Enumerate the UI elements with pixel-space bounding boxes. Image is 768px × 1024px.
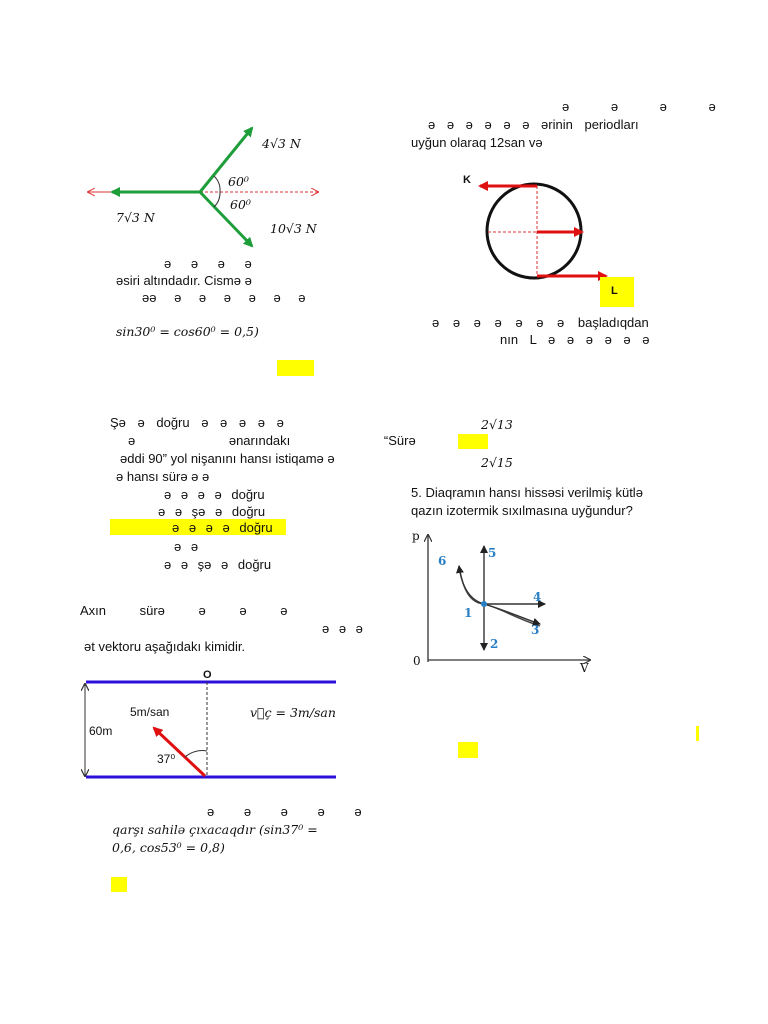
q3-option-1: ə ə ə ə doğru [164, 487, 265, 502]
label-k: K [463, 174, 471, 186]
river-width-label: 60m [89, 724, 113, 738]
q3-option-5: ə ə şə ə doğru [164, 557, 272, 572]
axis-v-label: V [580, 661, 589, 675]
q4-answer-highlight [458, 434, 488, 449]
q3-option-3: ə ə ə ə doğru [172, 520, 273, 535]
force-left-label: 7√3 N [116, 210, 155, 225]
state-label-1: 1 [464, 606, 473, 620]
q2-text-line1: ə ə ə ə [562, 99, 716, 114]
process-label-2: 2 [490, 637, 499, 651]
process-label-4: 4 [533, 590, 542, 604]
origin-label: 0 [413, 654, 421, 668]
q3-option-2: ə ə şə ə doğru [158, 504, 266, 519]
q6-text-line6: 0,6, cos53⁰ = 0,8) [112, 840, 225, 855]
label-o: O [203, 669, 212, 681]
q5-answer-highlight [458, 742, 478, 758]
axis-p-label: p [412, 529, 420, 543]
q6-text-line3: ət vektoru aşağıdakı kimidir. [84, 639, 246, 654]
force-top-label: 4√3 N [262, 136, 301, 151]
process-label-6: 6 [438, 554, 447, 568]
process-label-3: 3 [531, 623, 540, 637]
q3-option-4: ə ə [174, 539, 199, 554]
q6-text-line5: qarşı sahilə çıxacaqdır (sin37⁰ = [112, 822, 318, 837]
q6-text-line1: Axın sürə ə ə ə [80, 603, 288, 618]
q3-text-line2: ə ənarındakı “Sürə [128, 433, 416, 448]
q2-text-line3: uyğun olaraq 12san və [411, 135, 543, 150]
q6-answer-highlight [111, 877, 127, 892]
angle-label: 37⁰ [157, 752, 176, 766]
boat-speed-label: 5m/san [130, 705, 170, 719]
label-l: L [611, 285, 618, 297]
q2-text-line5: nın L ə ə ə ə ə ə [500, 332, 650, 347]
q1-text-line3: əə ə ə ə ə ə ə [142, 290, 306, 305]
river-speed-label: v⃗ç = 3m/san [250, 705, 336, 720]
q3-text-line4: ə hansı sürə ə ə [116, 469, 210, 484]
answer-highlight [277, 360, 314, 376]
q1-text-line1: ə ə ə ə [164, 256, 252, 271]
q1-text-line4: sin30⁰ = cos60⁰ = 0,5) [116, 324, 259, 339]
process-label-5: 5 [488, 546, 497, 560]
q2-text-line2: ə ə ə ə ə ə ərinin periodları [428, 117, 639, 132]
q5-question-line1: 5. Diaqramın hansı hissəsi verilmiş kütlə [411, 485, 643, 500]
angle-bottom-label: 60⁰ [230, 197, 251, 212]
angle-top-label: 60⁰ [228, 174, 249, 189]
q4-option-a: 2√13 [481, 417, 513, 432]
process-3 [484, 604, 540, 624]
q4-option-b: 2√15 [481, 455, 513, 470]
q5-highlight-mark [696, 726, 699, 741]
q3-text-line3: əddi 90” yol nişanını hansı istiqamə ə [120, 451, 335, 466]
q6-text-line4: ə ə ə ə ə [207, 804, 362, 819]
state-point-1 [481, 601, 487, 607]
q1-text-line2: əsiri altındadır. Cismə ə [116, 273, 252, 288]
force-bottom-label: 10√3 N [270, 221, 317, 236]
q5-question-line2: qazın izotermik sıxılmasına uyğundur? [411, 503, 633, 518]
q6-text-line2: ə ə ə [322, 621, 363, 636]
q3-text-line1: Şə ə doğru ə ə ə ə ə [110, 415, 284, 430]
q2-text-line4: ə ə ə ə ə ə ə başladıqdan [432, 315, 649, 330]
